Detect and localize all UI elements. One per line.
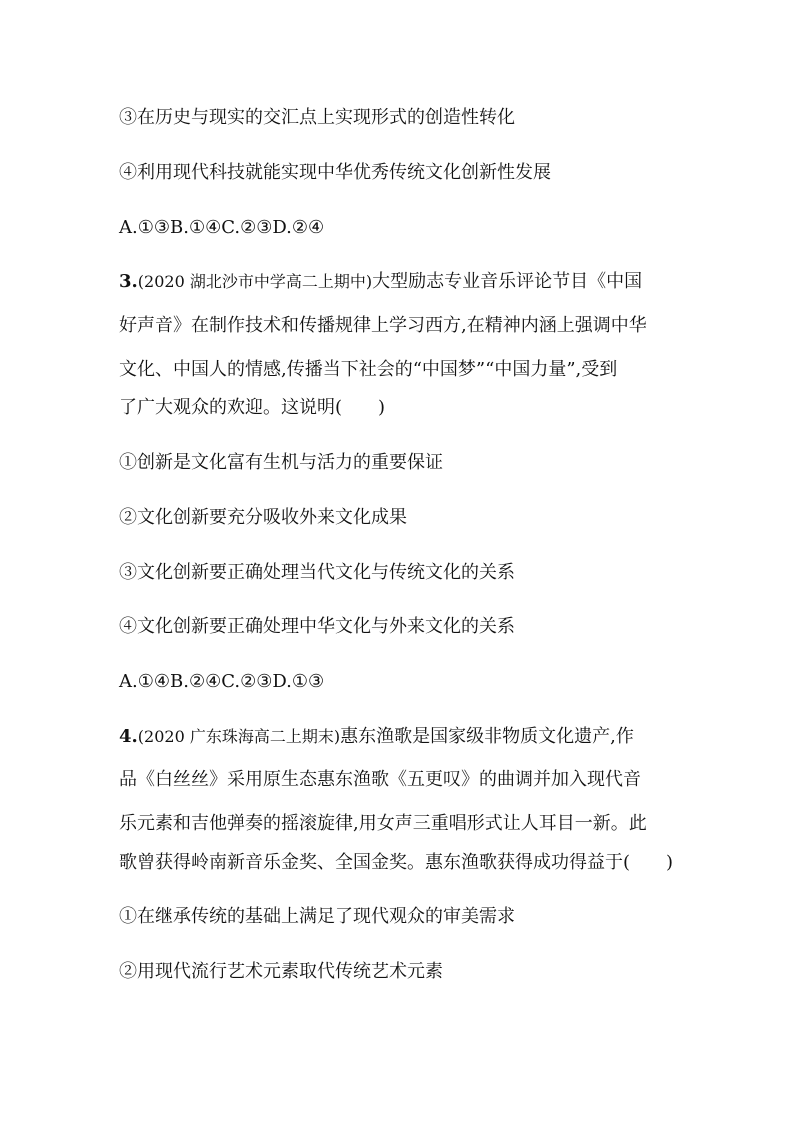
question-text: 大型励志专业音乐评论节目《中国	[372, 271, 643, 292]
question-3-line-2: 好声音》在制作技术和传播规律上学习西方,在精神内涵上强调中华	[119, 315, 647, 336]
question-source: (2020 广东珠海高二上期末)	[137, 727, 341, 746]
option-line: ④文化创新要正确处理中华文化与外来文化的关系	[119, 616, 515, 637]
option-line: ④利用现代科技就能实现中华优秀传统文化创新性发展	[119, 162, 551, 183]
question-4-line-4: 歌曾获得岭南新音乐金奖、全国金奖。惠东渔歌获得成功得益于( )	[119, 852, 674, 873]
question-number: 4.	[119, 726, 138, 747]
question-3-line-3: 文化、中国人的情感,传播当下社会的“中国梦”“中国力量”,受到	[119, 359, 618, 380]
question-4-line-1	[119, 725, 634, 749]
option-line: ①创新是文化富有生机与活力的重要保证	[119, 452, 443, 473]
answer-choices: A.①④B.②④C.②③D.①③	[119, 671, 325, 692]
option-line: ①在继承传统的基础上满足了现代观众的审美需求	[119, 906, 515, 927]
question-4-line-2: 品《白丝丝》采用原生态惠东渔歌《五更叹》的曲调并加入现代音	[119, 769, 641, 790]
option-line: ③在历史与现实的交汇点上实现形式的创造性转化	[119, 107, 515, 128]
answer-choices: A.①③B.①④C.②③D.②④	[119, 217, 325, 238]
question-3-line-4: 了广大观众的欢迎。这说明( )	[119, 397, 386, 418]
option-line: ③文化创新要正确处理当代文化与传统文化的关系	[119, 562, 515, 583]
question-number: 3.	[119, 271, 138, 292]
question-3-line-1	[119, 270, 642, 294]
question-text: 惠东渔歌是国家级非物质文化遗产,作	[340, 726, 634, 747]
option-line: ②文化创新要充分吸收外来文化成果	[119, 507, 407, 528]
option-line: ②用现代流行艺术元素取代传统艺术元素	[119, 961, 443, 982]
question-source: (2020 湖北沙市中学高二上期中)	[137, 272, 373, 291]
question-4-line-3: 乐元素和吉他弹奏的摇滚旋律,用女声三重唱形式让人耳目一新。此	[119, 813, 647, 834]
